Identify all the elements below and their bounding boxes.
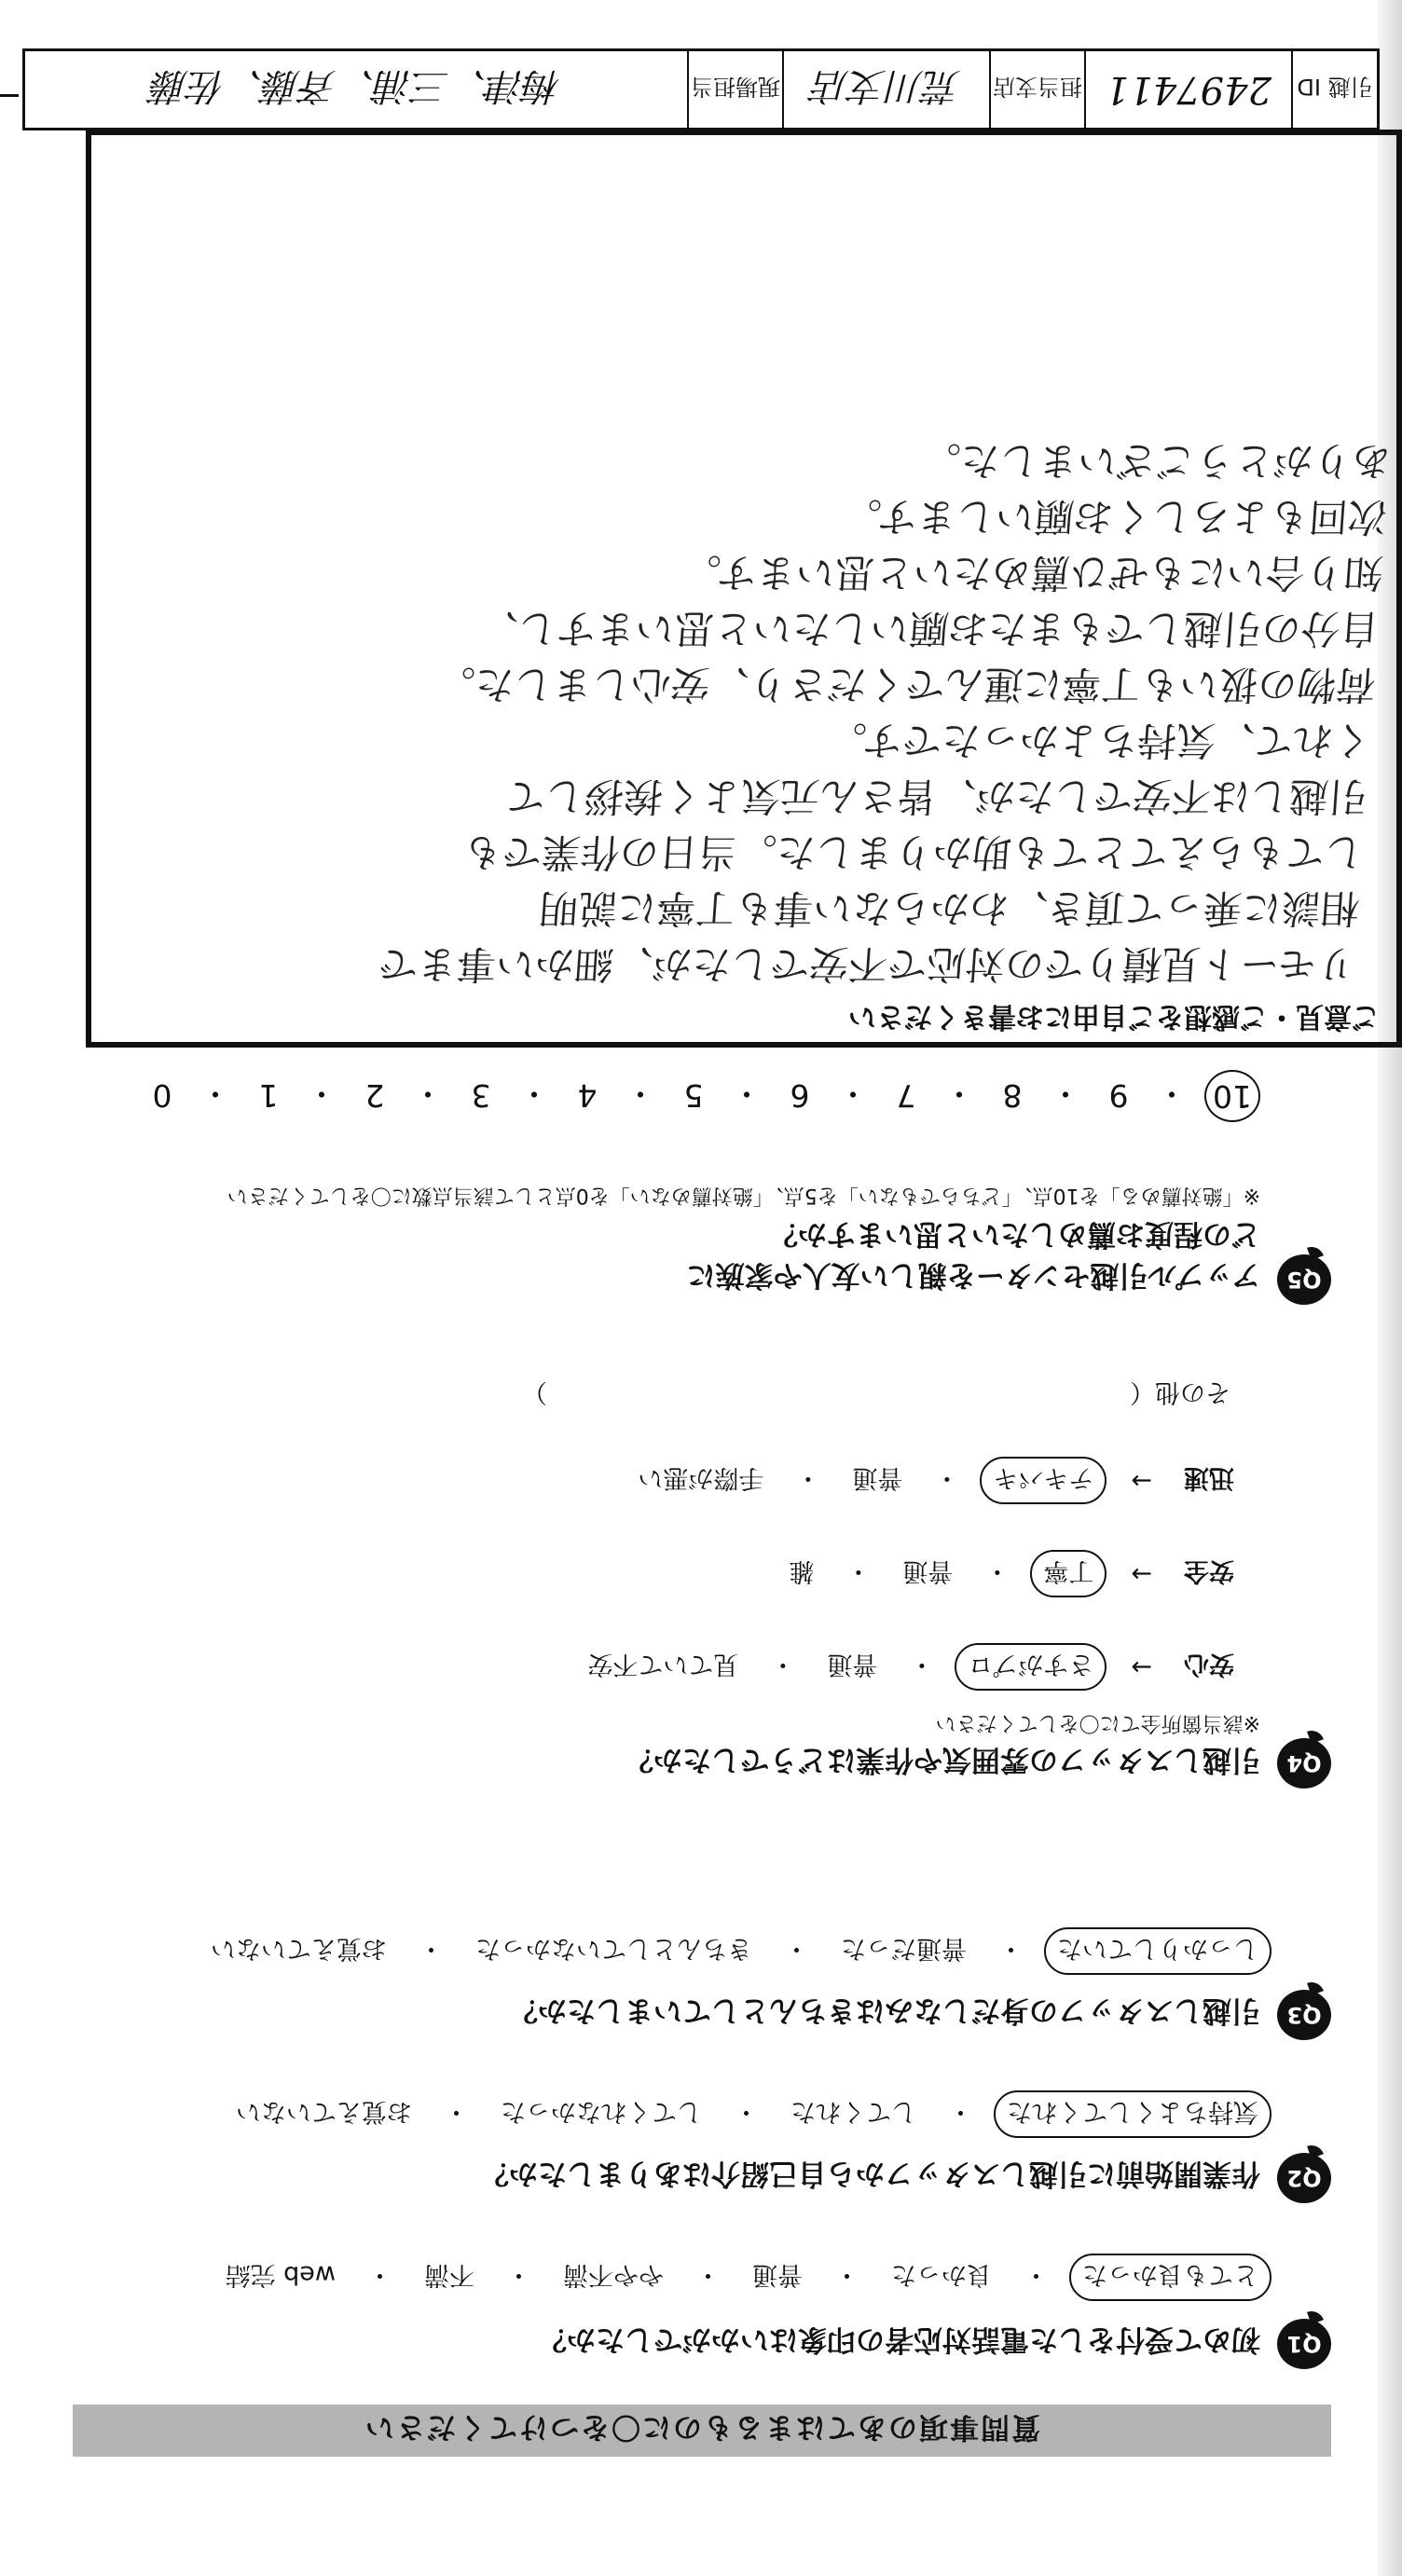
q4-row-2-label: 安全 — [1184, 1556, 1234, 1585]
q4-row-1-option-1[interactable]: さすがプロ — [955, 1643, 1106, 1691]
comment-line: 相談に乗って頂き、わからない事も丁寧に説明 — [537, 885, 1362, 931]
q5-score-2[interactable]: 2 — [364, 1077, 385, 1115]
q5-badge — [1277, 1254, 1331, 1305]
q4-row-2-option-1[interactable]: 丁寧 — [1030, 1550, 1106, 1597]
q5-score-6[interactable]: 6 — [790, 1077, 810, 1115]
q4-question: 引越しスタッフの雰囲気や作業はどうでしたか？ — [625, 1743, 1260, 1776]
footer-label-branch: 担当支店 — [989, 51, 1084, 128]
q3-question: 引越しスタッフの身だしなみはきちんとしていましたか？ — [509, 1994, 1260, 2027]
comments-title: ご意見・ご感想をご自由にお書きください — [848, 1000, 1380, 1033]
q4-badge — [1277, 1738, 1331, 1788]
q5-score-9[interactable]: 9 — [1108, 1077, 1129, 1115]
q5-score-7[interactable]: 7 — [896, 1077, 916, 1115]
q4-row-3-option-1[interactable]: テキパキ — [980, 1457, 1106, 1504]
comments-box[interactable] — [86, 130, 1402, 1048]
comment-line: 次回もよろしくお願いします。 — [840, 494, 1389, 540]
comment-line: 引越しは不安でしたが、皆さん元気よく挨拶して — [504, 774, 1369, 819]
comment-line: してもらえてとても助かりました。当日の作業でも — [461, 829, 1366, 875]
footer-value-staff: 梅津、三浦、斉藤、佐藤 — [151, 64, 561, 108]
q1-option-6[interactable]: web 完結 — [225, 2260, 336, 2289]
q5-score-5[interactable]: 5 — [683, 1077, 704, 1115]
q2-question: 作業開始前に引越しスタッフから自己紹介はありましたか？ — [480, 2157, 1260, 2190]
q4-row-2: 安全 → 丁寧 ・ 普通 ・ 雑 — [777, 1550, 1234, 1597]
q4-other — [522, 1377, 1230, 1413]
comment-line: くれて、気持ちよかったです。 — [825, 718, 1373, 763]
q1-option-5[interactable]: 不満 — [424, 2260, 474, 2289]
q5-number: Q5 — [1286, 1267, 1322, 1293]
q1-option-3[interactable]: 普通 — [752, 2260, 803, 2289]
q4-other-label: その他（ — [1130, 1377, 1230, 1406]
q2-option-3[interactable]: してくれなかった — [501, 2097, 702, 2126]
q5-score-0[interactable]: 0 — [152, 1077, 172, 1115]
q1-number: Q1 — [1286, 2331, 1322, 2357]
q1-option-2[interactable]: 良かった — [891, 2260, 992, 2289]
q4-note: ※該当箇所全てに〇をしてください — [935, 1711, 1260, 1734]
footer-label-id: 引越 ID — [1291, 51, 1377, 128]
q3-badge — [1277, 1990, 1331, 2040]
q5-score-1[interactable]: 1 — [258, 1077, 279, 1115]
q3-options: しっかりしていた ・ 普通だった ・ きちんとしていなかった ・ お覚えていない — [199, 1927, 1271, 1975]
q3-option-4[interactable]: お覚えていない — [211, 1934, 387, 1963]
q2-badge — [1277, 2153, 1331, 2203]
instruction-text: 質問事項のあてはまるものに〇をつけてください — [364, 2410, 1040, 2445]
q4-other-close: ） — [522, 1377, 547, 1406]
q4-row-3-option-2[interactable]: 普通 — [852, 1463, 903, 1492]
q1-option-1[interactable]: とても良かった — [1069, 2254, 1271, 2301]
q4-row-1: 安心 → さすがプロ ・ 普通 ・ 見ていて不安 — [576, 1643, 1234, 1691]
instruction-header — [73, 2405, 1331, 2457]
q3-option-2[interactable]: 普通だった — [841, 1934, 967, 1963]
q4-row-3: 迅速 → テキパキ ・ 普通 ・ 手際が悪い — [626, 1457, 1234, 1504]
q1-option-4[interactable]: やや不満 — [563, 2260, 664, 2289]
q4-row-1-label: 安心 — [1184, 1650, 1234, 1679]
edge-tick-mark — [0, 94, 19, 97]
q5-score-4[interactable]: 4 — [577, 1077, 598, 1115]
q1-options: とても良かった ・ 良かった ・ 普通 ・ やや不満 ・ 不満 ・ web 完結 — [214, 2254, 1271, 2301]
q5-note: ※「絶対薦める」を10点、「どちらでもない」を5点、「絶対薦めない」を0点として該当点数に〇をしてください — [227, 1184, 1260, 1207]
q5-question-line-1: アップル引越センターを親しい友人や家族に — [686, 1258, 1260, 1292]
footer-table — [22, 48, 1380, 130]
q5-score-8[interactable]: 8 — [1002, 1077, 1023, 1115]
q2-option-2[interactable]: してくれた — [790, 2097, 916, 2126]
comments-handwriting — [82, 148, 1402, 992]
comment-line: 自分の引越しでもまたお願いしたいと思いますし、 — [476, 606, 1381, 651]
footer-label-staff: 現場担当 — [687, 51, 782, 128]
q2-option-4[interactable]: お覚えていない — [236, 2097, 412, 2126]
q4-row-1-option-2[interactable]: 普通 — [827, 1650, 878, 1679]
q4-row-2-option-3[interactable]: 雑 — [789, 1556, 815, 1585]
q3-option-1[interactable]: しっかりしていた — [1044, 1927, 1271, 1975]
q2-number: Q2 — [1286, 2165, 1322, 2191]
comment-line: 知り合いにもぜひ薦めたいと思います。 — [680, 550, 1385, 596]
q4-row-3-label: 迅速 — [1184, 1463, 1234, 1492]
q4-row-3-option-3[interactable]: 手際が悪い — [638, 1463, 764, 1492]
q4-number: Q4 — [1286, 1750, 1322, 1776]
q5-question-line-2: どの程度お薦めしたいと思いますか？ — [769, 1217, 1260, 1251]
footer-value-branch: 荒川支店 — [782, 51, 989, 128]
q4-row-2-option-2[interactable]: 普通 — [902, 1556, 954, 1585]
footer-value-id: 2497411 — [1084, 51, 1291, 128]
q5-score-3[interactable]: 3 — [471, 1077, 491, 1115]
q5-score-10[interactable]: 10 — [1204, 1070, 1260, 1122]
q3-option-3[interactable]: きちんとしていなかった — [475, 1934, 752, 1963]
q4-row-1-option-3[interactable]: 見ていて不安 — [587, 1650, 739, 1679]
comment-line: 荷物の扱いも丁寧に運んでくださり、安心しました。 — [433, 662, 1378, 707]
comment-line: ありがとうございました。 — [919, 438, 1393, 484]
q2-options: 気持ちよくしてくれた ・ してくれた ・ してくれなかった ・ お覚えていない — [225, 2090, 1271, 2138]
q2-option-1[interactable]: 気持ちよくしてくれた — [994, 2090, 1271, 2138]
comment-line: リモート見積りでの対応で不安でしたが、細かい事まで — [377, 941, 1358, 987]
q5-scale: 10 ・ 9 ・ 8 ・ 7 ・ 6 ・ 5 ・ 4 ・ 3 ・ 2 ・ 1 ・ 0 — [142, 1070, 1260, 1122]
q3-number: Q3 — [1286, 2002, 1322, 2028]
q1-question: 初めて受付をした電話対応者の印象はいかがでしたか？ — [538, 2323, 1260, 2356]
q1-badge — [1277, 2319, 1331, 2369]
